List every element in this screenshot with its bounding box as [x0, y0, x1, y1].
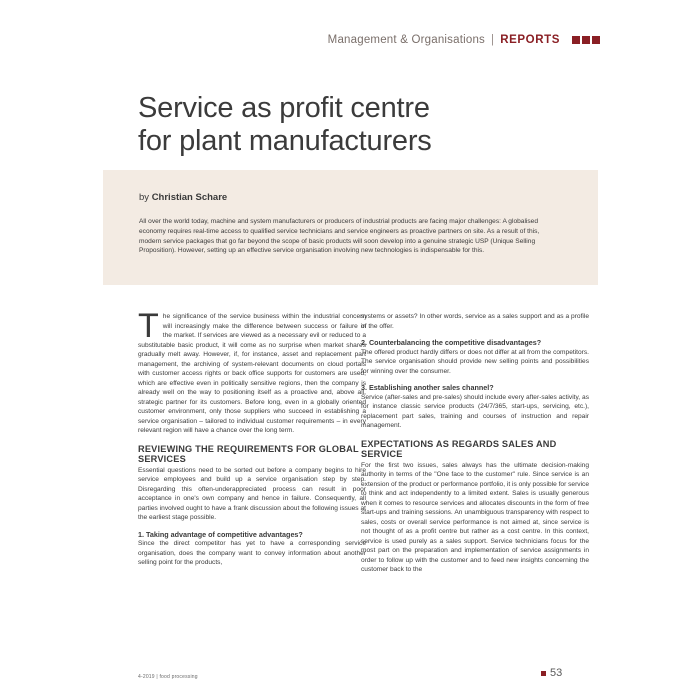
footer-separator: |	[156, 674, 158, 680]
heading-sales-channel: 3. Establishing another sales channel?	[361, 383, 494, 392]
author-name: Christian Schare	[151, 192, 228, 203]
heading-reviewing: REVIEWING THE REQUIREMENTS FOR GLOBAL SERVICES	[138, 443, 359, 464]
page-marker-icon	[541, 671, 546, 676]
column-left	[138, 307, 366, 568]
title-line-1: Service as profit centre	[138, 92, 430, 124]
publication-name: food processing	[159, 674, 198, 680]
paragraph-reviewing: Essential questions need to be sorted out before a company begins to hire service employees and build up a service organisation step by step. Disregarding this often-underappreciated process can result in poor acceptance in one's own company and hence in failure. Consequently, all parties involved ought to have a frank discussion about the following issues at the earliest stage possible.	[138, 466, 366, 521]
title-line-2: for plant manufacturers	[138, 125, 432, 157]
paragraph-expectations: For the first two issues, sales always has the ultimate decision-making authority in terms of the "One face to the customer" rule. Since service is an extension of the product or performance portfolio, it is only possible for service to think and act independently to a limited extent. Sales is usually generous when it comes to resource services and allocates discounts in the form of free start-ups and training sessions. An unambiguous transparency with respect to sales, costs or overall service performance is not aimed at, since service is not thought of as a profit centre but rather as a cost centre. In this context, service is used purely as a sales support. Service technicians focus for the most part on the preparation and implementation of service assignments in order to follow up with the customer and to feed new insights concerning the customer back to the	[361, 461, 589, 573]
paragraph-competitive-disadvantages: The offered product hardly differs or does not differ at all from the competitors. The service organisation should provide new selling points and possibilities for winning over the consumer.	[361, 348, 589, 375]
paragraph-continued: systems or assets? In other words, service as a sales support and as a profile of the offer.	[361, 313, 589, 330]
byline-prefix: by	[139, 192, 150, 203]
marker-square	[592, 36, 600, 44]
footer-page	[541, 667, 562, 679]
heading-competitive-disadvantages: 2. Counterbalancing the competitive disadvantages?	[361, 338, 542, 347]
marker-square	[572, 36, 580, 44]
paragraph-sales-channel: Service (after-sales and pre-sales) should include every after-sales activity, as for instance classic service products (24/7/365, start-ups, servicing, etc.), replacement part sales, training and courses of instruction and repair management.	[361, 393, 589, 429]
abstract-box	[103, 170, 598, 285]
paragraph-competitive-advantages: Since the direct competitor has yet to have a corresponding service organisation, does the company want to convey information about another selling point for the products,	[138, 540, 366, 566]
section-label: Management & Organisations	[327, 34, 486, 46]
section-marker-icon	[572, 36, 600, 44]
running-header	[328, 34, 600, 46]
page-number: 53	[550, 667, 563, 679]
intro-text: he significance of the service business within the industrial concern will increasingly make the difference between success or failure in the market. If services are viewed as a necessary evil or reduced to a substitutable basic product, it will come as no surprise when market shares gradually melt away. However, if, for instance, asset and replacement part management, the archiving of system-relevant documents on cloud portals with customer access rights or back office supports for customers are used, which are effective even in politically sensitive regions, then the company is already well on the way to positioning itself as a proactive and, above all, strategic partner for its customers. Before long, even in a globally oriented customer environment, only those suppliers who succeed in establishing a service organisation – tailored to individual customer requirements – in every relevant region will have a chance over the long term.	[138, 313, 366, 434]
heading-competitive-advantages: 1. Taking advantage of competitive advantages?	[138, 529, 303, 539]
footer-publication	[138, 674, 198, 680]
issue-number: 4-2019	[138, 674, 155, 680]
heading-expectations: EXPECTATIONS AS REGARDS SALES AND SERVICE	[361, 438, 557, 459]
marker-square	[582, 36, 590, 44]
column-right	[361, 312, 589, 575]
header-separator: |	[491, 34, 495, 46]
article-title	[138, 92, 578, 158]
abstract-text: All over the world today, machine and system manufacturers or producers of industrial products are facing major challenges: A globalised economy requires real-time access to qualified service technicians and service engineers as proactive partners on site. As a result of this, modern service packages that go far beyond the scope of basic products will soon develop into a genuine strategic USP (Unique Selling Proposition). However, setting up an effective service organisation involving new technologies is indispensable for this.	[139, 218, 540, 255]
dropcap: T	[138, 307, 159, 345]
category-label: REPORTS	[500, 34, 560, 46]
intro-paragraph	[138, 307, 366, 436]
byline	[139, 192, 562, 203]
